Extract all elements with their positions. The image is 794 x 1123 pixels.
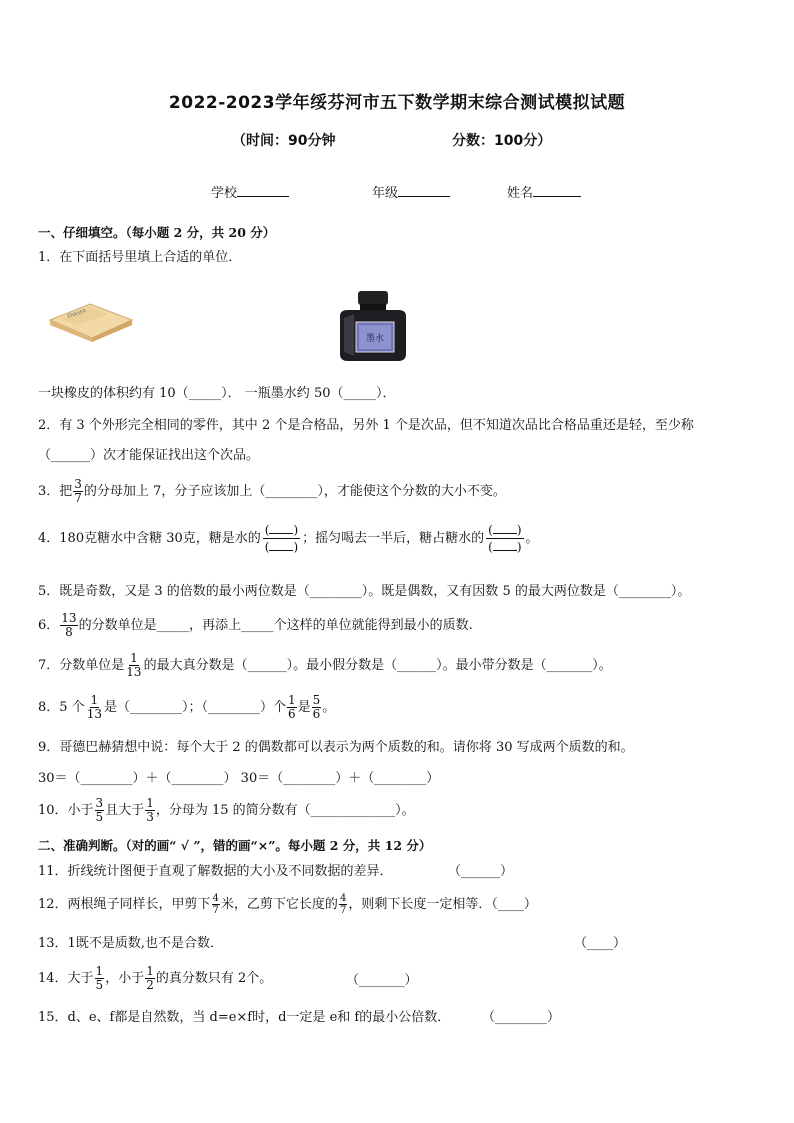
question-4 [38, 522, 539, 555]
fraction-1-13: $\frac{1}{13}$ [126, 651, 142, 679]
question-2-line-1: 2．有 3 个外形完全相同的零件，其中 2 个是合格品，另外 1 个是次品，但不知道次品比合格品重还是轻，至少称 [38, 418, 694, 433]
question-14-pre: 14．大于 [38, 971, 94, 986]
school-blank[interactable] [237, 184, 289, 197]
question-9-line-2: 30＝（________）＋（________） 30＝（________）＋（________） [38, 771, 440, 786]
question-7 [38, 652, 612, 679]
ink-bottle-image [334, 290, 412, 362]
blank-fraction-2[interactable]: ( ) ( ) [488, 523, 522, 554]
school-field [211, 182, 289, 201]
question-12-pre: 12．两根绳子同样长，甲剪下 [38, 897, 211, 912]
question-13-paren[interactable]: （____） [574, 936, 627, 951]
question-8 [38, 694, 335, 721]
page-title: 2022-2023学年绥芬河市五下数学期末综合测试模拟试题 [168, 93, 626, 113]
fraction-1-3: $\frac{1}{3}$ [146, 796, 154, 824]
name-blank[interactable] [533, 184, 581, 197]
grade-field [372, 182, 450, 201]
question-13-text: 13．1既不是质数,也不是合数． [38, 936, 223, 951]
name-label: 姓名 [507, 186, 534, 201]
question-1-line: 一块橡皮的体积约有 10（_____）． 一瓶墨水约 50（_____）． [38, 386, 396, 401]
question-8-mid2: 是 [297, 700, 311, 715]
fraction-1-13-b: $\frac{1}{13}$ [86, 693, 102, 721]
fraction-5-6: $\frac{5}{6}$ [312, 693, 321, 721]
svg-text:ERASER: ERASER [66, 308, 88, 320]
question-6 [38, 612, 473, 639]
question-14-paren[interactable]: （_______） [346, 973, 418, 988]
fraction-4-7-b: $\frac{4}{7}$ [339, 893, 347, 916]
question-12-mid: 米，乙剪下它长度的 [220, 897, 338, 912]
section-2-heading: 二、准确判断。（对的画“ √ ”，错的画“×”。每小题 2 分，共 12 分） [38, 838, 432, 853]
time-label: （时间：90分钟 [232, 133, 336, 149]
question-8-mid1: 是（________）；（________）个 [103, 700, 286, 715]
question-3-post: 的分母加上 7，分子应该加上（________），才能使这个分数的大小不变。 [83, 484, 506, 499]
question-9-line-1: 9．哥德巴赫猜想中说：每个大于 2 的偶数都可以表示为两个质数的和。请你将 30 写成两个质数的和。 [38, 740, 634, 755]
fraction-1-6: $\frac{1}{6}$ [287, 693, 296, 721]
fraction-13-8: $\frac{13}{8}$ [61, 611, 77, 639]
question-4-mid: ；摇匀喝去一半后，糖占糖水的 [302, 531, 485, 546]
question-8-end: 。 [322, 700, 336, 715]
question-15-text: 15．d、e、f都是自然数，当 d=e×f时，d一定是 e和 f的最小公倍数． [38, 1010, 451, 1025]
question-10-pre: 10．小于 [38, 803, 94, 818]
question-2-line-2: （______）次才能保证找出这个次品。 [38, 448, 260, 463]
blank-fraction-1[interactable]: ( ) ( ) [264, 523, 299, 554]
question-4-end: 。 [525, 531, 539, 546]
question-7-post: 的最大真分数是（______）。最小假分数是（______）。最小带分数是（_______）。 [143, 658, 612, 673]
question-10-mid: 且大于 [105, 803, 145, 818]
question-4-pre: 4．180克糖水中含糖 30克，糖是水的 [38, 531, 261, 546]
fraction-4-7: $\frac{4}{7}$ [212, 893, 219, 916]
question-14-mid: ，小于 [105, 971, 145, 986]
eraser-image [46, 298, 134, 344]
question-5-line: 5．既是奇数，又是 3 的倍数的最小两位数是（________）。既是偶数，又有因数 5 的最大两位数是（________）。 [38, 584, 691, 599]
fraction-1-2: $\frac{1}{2}$ [146, 964, 154, 992]
question-11-paren[interactable]: （______） [448, 864, 514, 879]
question-14 [38, 965, 272, 992]
question-12-post: ，则剩下长度一定相等．（____） [348, 897, 537, 912]
question-6-pre: 6． [38, 618, 60, 633]
question-7-pre: 7．分数单位是 [38, 658, 125, 673]
ink-label: 墨水 [365, 334, 385, 344]
fraction-1-5: $\frac{1}{5}$ [95, 964, 104, 992]
name-field [507, 182, 581, 201]
question-1-text: 1．在下面括号里填上合适的单位． [38, 250, 242, 265]
question-6-post: 的分数单位是_____，再添上_____个这样的单位就能得到最小的质数. [78, 618, 473, 633]
question-14-post: 的真分数只有 2个。 [155, 971, 273, 986]
section-1-heading: 一、仔细填空。（每小题 2 分，共 20 分） [38, 225, 276, 240]
question-10-post: ，分母为 15 的简分数有（_____________）。 [155, 803, 415, 818]
fraction-3-5: $\frac{3}{5}$ [95, 796, 104, 824]
fraction-3-7: $\frac{3}{7}$ [74, 477, 82, 505]
question-3 [38, 478, 506, 505]
question-12 [38, 893, 537, 916]
question-11-text: 11．折线统计图便于直观了解数据的大小及不同数据的差异． [38, 864, 393, 879]
grade-blank[interactable] [398, 184, 450, 197]
grade-label: 年级 [372, 186, 399, 201]
question-3-pre: 3．把 [38, 484, 73, 499]
question-8-pre: 8．5 个 [38, 700, 85, 715]
question-10 [38, 797, 415, 824]
school-label: 学校 [211, 186, 238, 201]
question-15-paren[interactable]: （________） [482, 1010, 561, 1025]
score-label: 分数：100分） [452, 133, 552, 149]
